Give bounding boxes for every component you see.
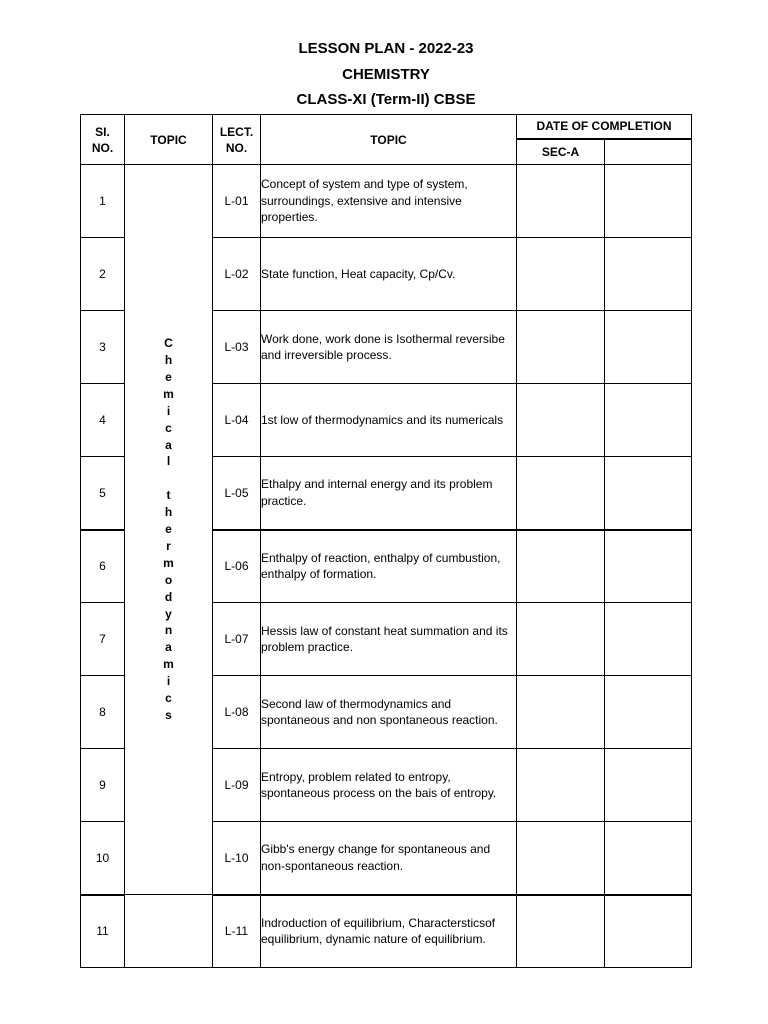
lect-no-cell: L-11 bbox=[213, 895, 261, 968]
sec-a-date-cell[interactable] bbox=[517, 603, 605, 676]
sec-a-date-cell[interactable] bbox=[517, 749, 605, 822]
topic-detail-cell: Concept of system and type of system, surroundings, extensive and intensive properties. bbox=[261, 165, 517, 238]
lect-no-cell: L-05 bbox=[213, 457, 261, 530]
lesson-plan-title: LESSON PLAN - 2022-23 bbox=[298, 40, 474, 57]
unit-topic-cell bbox=[125, 895, 213, 968]
topic-header: TOPIC bbox=[125, 115, 213, 165]
table-row bbox=[81, 895, 692, 968]
document-header bbox=[0, 36, 768, 113]
sec-a-date-cell[interactable] bbox=[517, 676, 605, 749]
topic-detail-cell: Ethalpy and internal energy and its problem practice. bbox=[261, 457, 517, 530]
lect-no-cell: L-08 bbox=[213, 676, 261, 749]
sec-b-date-cell[interactable] bbox=[605, 895, 692, 968]
topic-detail-cell: 1st low of thermodynamics and its numericals bbox=[261, 384, 517, 457]
sec-b-date-cell[interactable] bbox=[605, 311, 692, 384]
sec-a-date-cell[interactable] bbox=[517, 165, 605, 238]
sec-a-date-cell[interactable] bbox=[517, 311, 605, 384]
date-of-completion-header: DATE OF COMPLETION bbox=[517, 115, 692, 139]
sl-no-header: SI. NO. bbox=[81, 115, 125, 165]
sl-no-cell: 1 bbox=[81, 165, 125, 238]
sec-a-date-cell[interactable] bbox=[517, 895, 605, 968]
sl-no-cell: 9 bbox=[81, 749, 125, 822]
lect-no-header: LECT. NO. bbox=[213, 115, 261, 165]
sl-no-cell: 2 bbox=[81, 238, 125, 311]
lect-no-cell: L-06 bbox=[213, 530, 261, 603]
sec-b-header bbox=[605, 139, 692, 165]
sl-no-cell: 4 bbox=[81, 384, 125, 457]
lect-no-cell: L-01 bbox=[213, 165, 261, 238]
sl-no-cell: 8 bbox=[81, 676, 125, 749]
sec-a-date-cell[interactable] bbox=[517, 822, 605, 895]
lect-no-cell: L-10 bbox=[213, 822, 261, 895]
topic-detail-cell: Entropy, problem related to entropy, spontaneous process on the bais of entropy. bbox=[261, 749, 517, 822]
topic-detail-cell: Indroduction of equilibrium, Charactersticsof equilibrium, dynamic nature of equilibrium. bbox=[261, 895, 517, 968]
sec-b-date-cell[interactable] bbox=[605, 749, 692, 822]
sec-b-date-cell[interactable] bbox=[605, 238, 692, 311]
class-title: CLASS-XI (Term-II) CBSE bbox=[296, 91, 476, 108]
sl-no-cell: 5 bbox=[81, 457, 125, 530]
unit-topic-vertical-text: C h e m i c a l t h e r m o d y n a m i c s bbox=[163, 336, 174, 722]
sl-no-cell: 10 bbox=[81, 822, 125, 895]
subject-title: CHEMISTRY bbox=[342, 65, 430, 83]
sec-a-date-cell[interactable] bbox=[517, 238, 605, 311]
lect-no-cell: L-09 bbox=[213, 749, 261, 822]
sl-no-cell: 3 bbox=[81, 311, 125, 384]
table-header-row bbox=[81, 115, 692, 139]
sec-a-date-cell[interactable] bbox=[517, 384, 605, 457]
lect-no-cell: L-04 bbox=[213, 384, 261, 457]
topic-detail-cell: Hessis law of constant heat summation and its problem practice. bbox=[261, 603, 517, 676]
sec-b-date-cell[interactable] bbox=[605, 676, 692, 749]
sl-no-cell: 7 bbox=[81, 603, 125, 676]
sl-no-cell: 6 bbox=[81, 530, 125, 603]
unit-topic-cell bbox=[125, 165, 213, 895]
lect-no-cell: L-03 bbox=[213, 311, 261, 384]
sl-no-cell: 11 bbox=[81, 895, 125, 968]
topic-detail-cell: Work done, work done is Isothermal reversibe and irreversible process. bbox=[261, 311, 517, 384]
sec-b-date-cell[interactable] bbox=[605, 603, 692, 676]
lect-no-cell: L-07 bbox=[213, 603, 261, 676]
lesson-plan-table bbox=[80, 114, 692, 968]
lect-no-cell: L-02 bbox=[213, 238, 261, 311]
sec-b-date-cell[interactable] bbox=[605, 457, 692, 530]
topic-detail-cell: State function, Heat capacity, Cp/Cv. bbox=[261, 238, 517, 311]
topic-detail-cell: Gibb's energy change for spontaneous and non-spontaneous reaction. bbox=[261, 822, 517, 895]
sec-a-date-cell[interactable] bbox=[517, 530, 605, 603]
sec-a-date-cell[interactable] bbox=[517, 457, 605, 530]
topic-detail-cell: Second law of thermodynamics and spontaneous and non spontaneous reaction. bbox=[261, 676, 517, 749]
sec-b-date-cell[interactable] bbox=[605, 530, 692, 603]
table-row bbox=[81, 165, 692, 238]
sec-a-header: SEC-A bbox=[517, 139, 605, 165]
topic-detail-header: TOPIC bbox=[261, 115, 517, 165]
topic-detail-cell: Enthalpy of reaction, enthalpy of cumbustion, enthalpy of formation. bbox=[261, 530, 517, 603]
sec-b-date-cell[interactable] bbox=[605, 384, 692, 457]
sec-b-date-cell[interactable] bbox=[605, 822, 692, 895]
sec-b-date-cell[interactable] bbox=[605, 165, 692, 238]
